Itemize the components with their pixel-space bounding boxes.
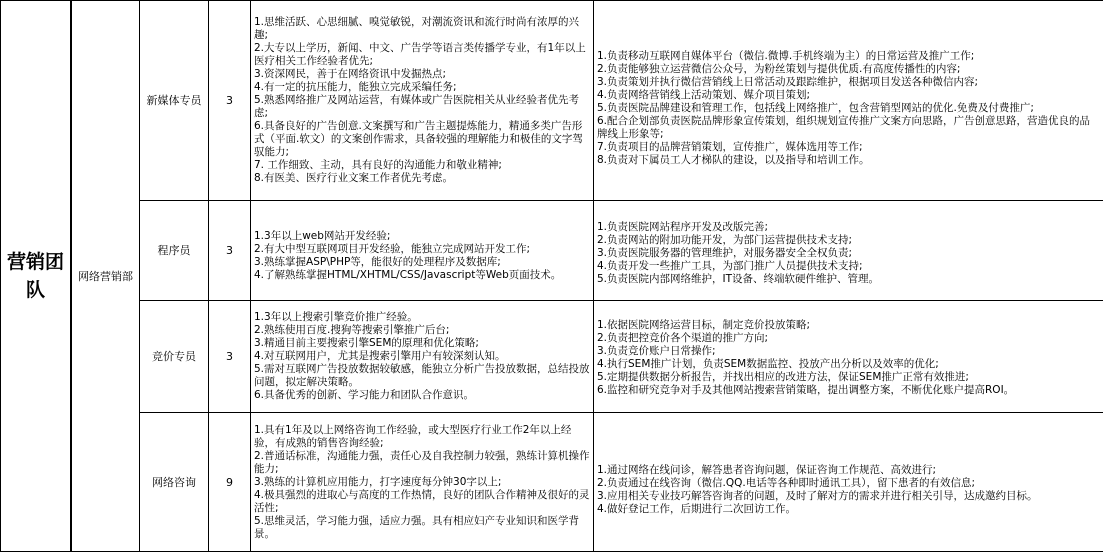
duty-line: 5.定期提供数据分析报告，并找出相应的改进方法，保证SEM推广正常有效推进; xyxy=(597,371,1100,384)
position-name: 竞价专员 xyxy=(152,350,196,363)
team-title-cell xyxy=(1,1,71,552)
duties-cell xyxy=(594,201,1103,301)
duty-line: 3.负责竞价账户日常操作; xyxy=(597,345,1100,358)
headcount: 3 xyxy=(226,350,233,363)
headcount: 9 xyxy=(226,476,233,489)
requirements-cell xyxy=(251,1,594,201)
requirement-line: 2.有大中型互联网项目开发经验，能独立完成网站开发工作; xyxy=(254,243,590,256)
requirement-line: 2.大专以上学历，新闻、中文、广告学等语言类传播学专业，有1年以上医疗相关工作经验者优先; xyxy=(254,42,590,68)
requirement-line: 7. 工作细致、主动，具有良好的沟通能力和敬业精神; xyxy=(254,159,590,172)
headcount-cell xyxy=(209,413,251,552)
duties-cell xyxy=(594,1,1103,201)
requirement-line: 5.熟悉网络推广及网站运营，有媒体或广告医院相关从业经验者优先考虑; xyxy=(254,94,590,120)
requirement-line: 3.熟练掌握ASP\PHP等，能很好的处理程序及数据库; xyxy=(254,256,590,269)
duty-line: 2.负责网站的附加功能开发，为部门运营提供技术支持; xyxy=(597,234,1100,247)
position-cell xyxy=(140,201,209,301)
duty-line: 2.负责通过在线咨询（微信.QQ.电话等各种即时通讯工具），留下患者的有效信息; xyxy=(597,477,1100,490)
requirement-line: 6.具备优秀的创新、学习能力和团队合作意识。 xyxy=(254,389,590,402)
position-name: 程序员 xyxy=(158,244,191,257)
department-cell xyxy=(72,1,140,552)
duty-line: 2.负责把控竞价各个渠道的推广方向; xyxy=(597,332,1100,345)
requirement-line: 3.熟练的计算机应用能力，打字速度每分钟30字以上; xyxy=(254,476,590,489)
position-cell xyxy=(140,413,209,552)
requirement-line: 3.资深网民，善于在网络资讯中发掘热点; xyxy=(254,68,590,81)
headcount: 3 xyxy=(226,244,233,257)
requirement-line: 1.具有1年及以上网络咨询工作经验，或大型医疗行业工作2年以上经验，有成熟的销售咨询经验; xyxy=(254,424,590,450)
requirement-line: 2.普通话标准，沟通能力强，责任心及自我控制力较强，熟练计算机操作能力; xyxy=(254,450,590,476)
requirement-line: 3.精通目前主要搜索引擎SEM的原理和优化策略; xyxy=(254,337,590,350)
position-name: 新媒体专员 xyxy=(147,94,202,107)
headcount-cell xyxy=(209,301,251,413)
table-row xyxy=(1,201,1103,301)
position-cell xyxy=(140,1,209,201)
requirement-line: 5.思维灵活，学习能力强，适应力强。具有相应妇产专业知识和医学背景。 xyxy=(254,515,590,541)
duty-line: 8.负责对下属员工人才梯队的建设，以及指导和培训工作。 xyxy=(597,154,1100,167)
requirement-line: 1.3年以上web网站开发经验; xyxy=(254,230,590,243)
department-name: 网络营销部 xyxy=(78,270,133,283)
duties-cell xyxy=(594,413,1103,552)
requirement-line: 4.有一定的抗压能力，能独立完成采编任务; xyxy=(254,81,590,94)
table-row xyxy=(1,301,1103,413)
duty-line: 1.通过网络在线问诊，解答患者咨询问题，保证咨询工作规范、高效进行; xyxy=(597,464,1100,477)
duty-line: 3.负责医院服务器的管理维护，对服务器安全全权负责; xyxy=(597,247,1100,260)
requirement-line: 2.熟练使用百度.搜狗等搜索引擎推广后台; xyxy=(254,324,590,337)
requirement-line: 5.需对互联网广告投放数据较敏感，能独立分析广告投放数据，总结投放问题，拟定解决策略。 xyxy=(254,363,590,389)
requirement-line: 4.对互联网用户，尤其是搜索引擎用户有较深刻认知。 xyxy=(254,350,590,363)
headcount-cell xyxy=(209,1,251,201)
duty-line: 4.负责网络营销线上活动策划、媒介项目策划; xyxy=(597,89,1100,102)
duty-line: 4.负责开发一些推广工具，为部门推广人员提供技术支持; xyxy=(597,260,1100,273)
headcount-cell xyxy=(209,201,251,301)
requirements-cell xyxy=(251,301,594,413)
table-row xyxy=(1,1,1103,201)
duty-line: 1.负责移动互联网自媒体平台（微信.微博.手机终端为主）的日常运营及推广工作; xyxy=(597,50,1100,63)
team-title: 营销团队 xyxy=(7,251,64,301)
requirement-line: 1.3年以上搜索引擎竞价推广经验。 xyxy=(254,311,590,324)
duty-line: 7.负责项目的品牌营销策划，宣传推广，媒体选用等工作; xyxy=(597,141,1100,154)
duty-line: 3.负责策划并执行微信营销线上日常活动及跟踪维护，根据项目发送各种微信内容; xyxy=(597,76,1100,89)
position-name: 网络咨询 xyxy=(152,476,196,489)
duty-line: 1.依据医院网络运营目标，制定竞价投放策略; xyxy=(597,319,1100,332)
requirement-line: 1.思维活跃、心思细腻、嗅觉敏锐，对潮流资讯和流行时尚有浓厚的兴趣; xyxy=(254,16,590,42)
duty-line: 1.负责医院网站程序开发及改版完善; xyxy=(597,221,1100,234)
headcount: 3 xyxy=(226,94,233,107)
duty-line: 5.负责医院品牌建设和管理工作，包括线上网络推广，包含营销型网站的优化.免费及付费推广; xyxy=(597,102,1100,115)
requirements-cell xyxy=(251,413,594,552)
duties-cell xyxy=(594,301,1103,413)
table-row xyxy=(1,413,1103,552)
duty-line: 3.应用相关专业技巧解答咨询者的问题，及时了解对方的需求并进行相关引导，达成邀约目标。 xyxy=(597,490,1100,503)
duty-line: 2.负责能够独立运营微信公众号，为粉丝策划与提供优质.有高度传播性的内容; xyxy=(597,63,1100,76)
requirement-line: 6.具备良好的广告创意.文案撰写和广告主题提炼能力，精通多类广告形式（平面.软文）的文案创作需求，具备较强的理解能力和极佳的文字驾驭能力; xyxy=(254,120,590,159)
position-cell xyxy=(140,301,209,413)
requirement-line: 4.了解熟练掌握HTML/XHTML/CSS/Javascript等Web页面技术。 xyxy=(254,269,590,282)
requirement-line: 8.有医美、医疗行业文案工作者优先考虑。 xyxy=(254,172,590,185)
duty-line: 4.执行SEM推广计划，负责SEM数据监控、投放产出分析以及效率的优化; xyxy=(597,358,1100,371)
duty-line: 4.做好登记工作，后期进行二次回访工作。 xyxy=(597,503,1100,516)
duty-line: 6.配合企划部负责医院品牌形象宣传策划，组织规划宣传推广文案方向思路，广告创意思路，营造优良的品牌线上形象等; xyxy=(597,115,1100,141)
requirements-cell xyxy=(251,201,594,301)
requirement-line: 4.极具强烈的进取心与高度的工作热情，良好的团队合作精神及很好的灵活性; xyxy=(254,489,590,515)
duty-line: 6.监控和研究竞争对手及其他网站搜索营销策略，提出调整方案，不断优化账户提高ROI。 xyxy=(597,384,1100,397)
duty-line: 5.负责医院内部网络维护，IT设备、终端软硬件维护、管理。 xyxy=(597,273,1100,286)
